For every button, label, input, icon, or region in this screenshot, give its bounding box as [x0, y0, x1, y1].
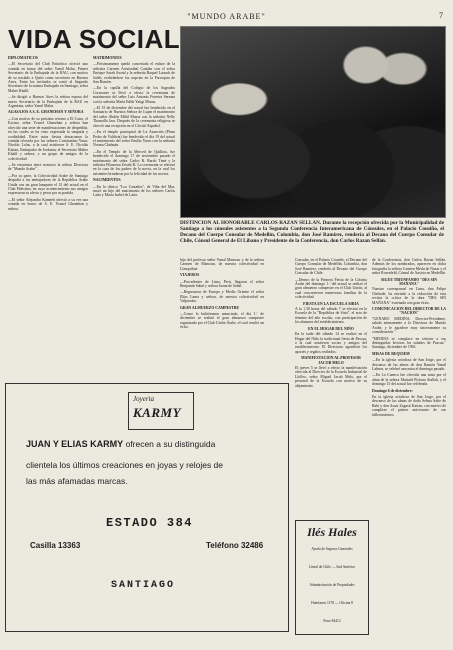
paragraph: En la tarde del sábado 14 se realizó en el Hogar del Niño la tradicional fiesta de Pascua, a la cual asistieron socias y amigos del establecimiento. El Directorio agradeció los aportes y regalos recibidos.: [295, 332, 367, 354]
event-photo: [180, 26, 446, 218]
karmy-advertisement: [5, 383, 289, 632]
paragraph: Consular, en el Palacio Cousiño, el Decano del Cuerpo Consular de Medellín, Colombia, don José Ramírez, rendería al Decano del Cuerpo Consular de Chile.: [295, 258, 367, 276]
column-4: [295, 258, 367, 516]
paragraph: de la Conferencia, don Carlos Razan Sellán. Además de los nombrados, aparecen en dicha fotografía la señora Carmen Medu de Nazar y el señor Rosenfeld, Cónsul de Austria en Medellín.: [372, 258, 446, 276]
paragraph: —El 15 de diciembre del actual fue bendecido en el Santuario de Nuestra Señora de Lujan el matrimonio del señor Abdón Mihil Mussa con la señorita Nelly Thomalla Jaar. Después de la ceremonia religiosa se ofreció una recepción en el Círculo Español.: [93, 106, 175, 128]
paragraph: El jueves 5 se llevó a efecto la manifestación ofrecida al Director de la Escuela Industrial de Llolleo, señor Miguel Jacob Melo, por el personal de la Escuela con motivo de su alejamiento.: [295, 365, 367, 388]
paragraph: —El señor Alejandro Kameeh ofreció a su vez una comida en honor de S. E. Yousef Ghanehan y señora.: [8, 197, 88, 211]
paragraph: hijo del profesor señor Yamil Mansour y de la señora Carmen de Mansour, de nuestra colectividad en Llanquihue.: [180, 258, 264, 271]
subhead: EN EL HOGAR DEL NIÑO: [308, 326, 354, 331]
karmy-logo: [128, 392, 194, 430]
page-number: 7: [439, 11, 443, 20]
iles-line: Ayuda de Seguros Generales: [311, 547, 353, 551]
column-2: [93, 56, 175, 378]
iles-line: Huérfanos 1178 — Oficina 8: [311, 601, 353, 605]
subhead: DIPLOMATICOS: [8, 56, 38, 60]
paragraph: A la 1.30 horas del sábado 7 se efectuó en la Escuela de la "República de Siria", el acto de término del año escolar, con participación de los alumnos del establecimiento.: [295, 307, 367, 325]
paragraph: —En el Templo de la Merced de Quillota, fue bendecido el domingo 17 de noviembre pasado el matrimonio del señor Carlos R. Bardo Timé y la señorita Filomena Zerahi R. La ceremonia se efectuó en la casa de los padres de la novia, en la cual los asistentes brindaron por la felicidad de los novios.: [93, 149, 175, 176]
paragraph: —Dentro de la Primera Fiesta de la Colonia Árabe del domingo 1.º del actual se realizó el gran almuerzo campestre en el Club Unión, al cual concurrieron numerosas familias de la colectividad.: [295, 277, 367, 300]
paragraph: "GENARO MEDINA, Director-Presidente, saluda atentamente a la Directora de Mundo Arabe, y le agradece muy sinceramente su consideración.": [372, 316, 446, 335]
paragraph: Nuestro corresponsal en Lima, don Felipe Chehade, ha enviado a la redacción de esta revista la crítica de la obra "DES SIN MAÑANA" estrenada con gran éxito.: [372, 287, 446, 305]
subhead: Domingo 6 de diciembre:: [372, 388, 413, 393]
iles-line: Líneal de Chile — Sud Américo: [308, 565, 356, 569]
paragraph: —El Secretario del Club Patriótico ofreció una comida en honor del señor Yamil Malat, Primer Secretario de la Embajada de la RAU, con motivo de su traslado a Quito como secretario en Buenos Aires. Entre los invitados se contó al Segundo Secretario de la misma Embajada en Santiago, señor Maher Khalil.: [8, 62, 88, 93]
ad-offer-text: ofrecen a su distinguida: [125, 439, 216, 449]
paragraph: En la iglesia ortodoxa de San Jorge, por el descanso de las almas de doña Selma Safie de Rabi y don Assar Zugasti Kattan, con motivo de cumplirse el primer aniversario de sus fallecimientos.: [372, 394, 446, 417]
subhead: FIESTA EN LA ESCUELA SIRIA: [303, 301, 359, 306]
paragraph: —Como lo hubiéramos anunciado, el día 1.º de diciembre se realizó el gran almuerzo campestre organizado por el Club Unión Árabe, el cual resultó un éxito.: [180, 312, 264, 330]
iles-hales-advertisement: [295, 520, 369, 635]
column-3: [180, 258, 264, 378]
ad-offer-line-1: [26, 439, 276, 449]
paragraph: —En la capilla del Colegio de los Sagrados Corazones se llevó a efecto la ceremonia de matrimonio del señor Luis Antonio Ferreira Sermaa con la señorita María Edith Yatigi Mussa.: [93, 86, 175, 104]
ad-casilla: Casilla 13363: [30, 541, 81, 550]
paragraph: —Se encuentra entre nosotros la señora Directora de "Mundo Arabe".: [8, 162, 88, 172]
paragraph: —Se dirigió a Buenos Aires la señora esposa del nuevo Secretario de la Embajada de la RAU en Argentina, señor Yamil Malat.: [8, 95, 88, 109]
ad-offer-line-3: las más afamadas marcas.: [26, 476, 128, 486]
running-title: "MUNDO ARABE": [187, 12, 266, 21]
subhead: GRAN ALMUERZO CAMPESTRE: [180, 305, 240, 310]
ad-owner-names: JUAN Y ELIAS KARMY: [26, 439, 124, 449]
paragraph: —Con motivo de su próximo retorno a El Cairo, el Excmo. señor Yousef Ghanehan y señora han ofrecido una serie de manifestaciones de despedida, en las cuales se ha visto expresada la simpatía y cordialidad. Entre estas fiestas destacamos la comida ofrecida por los señores Constantino Yarur, Nicolás Lolas, a la cual asistieron S. E. Nicolás Kattan, Embajador de Jordania; el Secretario Maher Khalil y señora; y un grupo de amigos de la colectividad.: [8, 116, 88, 161]
ad-offer-line-2: clientela los últimos creaciones en joyas y relojes de: [26, 460, 224, 470]
section-title: VIDA SOCIAL: [8, 24, 181, 54]
subhead: MATRIMONIOS: [93, 56, 122, 60]
iles-title: Ilés Hales: [307, 525, 357, 539]
subhead: NACIMIENTOS: [93, 178, 121, 183]
paragraph: —Próximamente quedó concertado el enlace de la señorita Carmen Arestizábal Catalán con el señor Enrique Sarah Azzad y la señorita Raquel Latrach de Saleh, realizándose las nupcias en la Parroquia de San Ramón.: [93, 62, 175, 85]
photo-caption: DISTINCION AL HONORABLE CARLOS RAZAN SELLAN. Durante la recepción ofrecida por la Municipalidad de Santiago a los cónsules asistentes a la Segunda Conferencia Interamericana de Cónsules, en el Palacio Cousiño, el Decano del Cuerpo Consular de Medellín, Colombia, don José Ramírez, rendería al Decano del Cuerpo Consular de Chile, Cónsul General de El Líbano y Presidente de la Conferencia, don Carlos Razan Sellán.: [180, 220, 444, 244]
subhead: VIAJEROS: [180, 273, 200, 278]
paragraph: —Por su parte, la Colectividad Arabe de Santiago despidió a los embajadores de la República Arabe Unida con un gran banquete el 12 del actual en el Club Palestino, en cuyo acontecimiento sus amigos expresaron su afecto y pesar por su partida.: [8, 173, 88, 196]
column-1: [8, 56, 88, 378]
iles-line: Fono 84412: [323, 619, 341, 623]
logo-karmy-text: KARMY: [133, 405, 182, 420]
ad-city: SANTIAGO: [111, 580, 176, 591]
paragraph: —En la clínica "Los Castaños", de Viña del Mar, nació un hijo del matrimonio de los señores Carlos Latta y María Isabel de Latta.: [93, 184, 175, 198]
paragraph: "MEDINA se complace en reiterar a sus distinguidas lectoras los saludos de Pascua." Santiago, diciembre de 1963.: [372, 336, 446, 350]
logo-joyeria-text: Joyeria: [133, 395, 154, 403]
subhead: MANIFESTACION AL PROFESOR JACOB MELO: [301, 356, 361, 365]
paragraph: —En la iglesia ortodoxa de San Jorge, por el descanso de las almas de don Ramón Yamil Lahsen, se celebró una misa el domingo pasado.: [372, 358, 446, 371]
paragraph: —En el templo parroquial de La Asunción (Plaza Pedro de Valdivia) fue bendecido el día 19 del actual el matrimonio del señor Emilio Yarur con la señorita Norma Chahuán.: [93, 130, 175, 148]
subhead: COMUNICACION DEL DIRECTOR DE LA "NACION": [372, 307, 446, 316]
ad-telephone: Teléfono 32486: [206, 541, 264, 550]
ad-address: ESTADO 384: [106, 516, 194, 530]
paragraph: —Regresaron de Europa y Medio Oriente el señor Elías Lama y señora, de nuestra colectividad en Valparaíso.: [180, 290, 264, 304]
subhead: AGASAJOS A S. E. GHANEHAN Y SEÑORA: [8, 110, 84, 115]
paragraph: —Procedentes de Lima, Perú, llegaron el señor Benjamín Sabal y señora Juana de Sabal.: [180, 279, 264, 289]
paragraph: —En La Cuenca fue ofrecida una misa por el alma de la señora Mustafá Pichara Atallah, y el domingo 15 del actual fue celebrada.: [372, 373, 446, 387]
subhead: MISAS DE REQUIEM: [372, 351, 410, 356]
iles-line: Administración de Propiedades: [309, 583, 355, 587]
column-5: [372, 258, 446, 633]
subhead: SIGUE TRIUNFANDO "DES SIN MAÑANA": [381, 277, 437, 287]
